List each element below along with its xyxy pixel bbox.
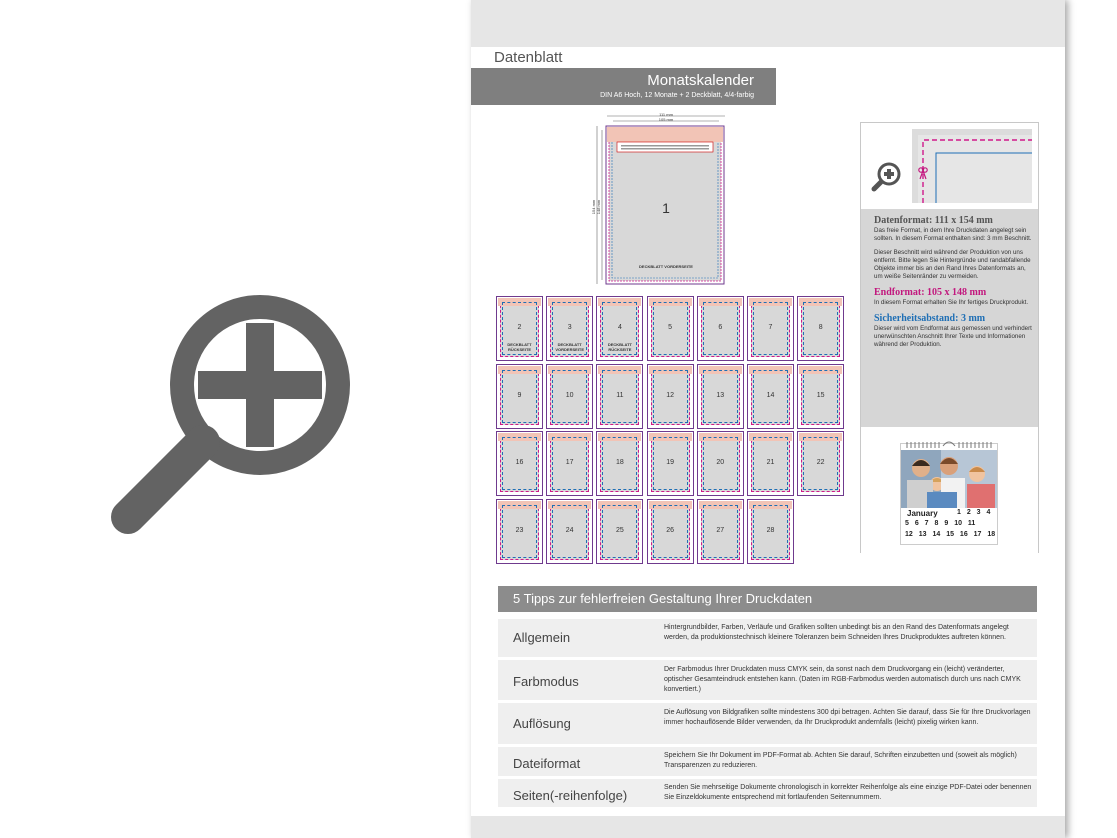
zoom-in-icon[interactable]: [100, 285, 360, 545]
calendar-row-3: 12 13 14 15 16 17 18: [905, 531, 996, 538]
tip-label: Allgemein: [513, 630, 571, 645]
page-thumbnail: [797, 431, 844, 496]
page-sublabel: DECKBLATT VORDERSEITE: [555, 342, 585, 352]
sicherheitsabstand-title: Sicherheitsabstand: 3 mm: [874, 313, 986, 324]
cover-height-inner: 148 mm: [596, 199, 601, 215]
tip-text: Die Auflösung von Bildgrafiken sollte mindestens 300 dpi betragen. Achten Sie darauf, dass Sie für Ihre Druckvorlagen immer hochauflösende Bilder verwenden, da Ihr Druckprodukt andernfalls (leicht) pixelig wirken kann.: [664, 709, 1031, 726]
page-sublabel: DECKBLATT RÜCKSEITE: [607, 342, 632, 352]
tip-row: [498, 660, 1037, 702]
page-thumbnail: [596, 296, 643, 361]
page-thumbnail: [546, 431, 593, 496]
magnifier-icon: [874, 164, 899, 189]
page-number: 15: [816, 391, 825, 399]
title-bar: [471, 68, 776, 105]
page-number: 26: [666, 526, 674, 534]
page-number: 28: [766, 526, 775, 534]
page-thumbnail: [496, 296, 543, 361]
tip-text: Speichern Sie Ihr Dokument im PDF-Format ab. Achten Sie darauf, Schriften einzubetten und (soweit als möglich) Transparenzen zu reduzieren.: [664, 752, 1017, 769]
page-number: 4: [617, 324, 622, 331]
page-thumbnail: [546, 364, 593, 429]
page-number: 16: [515, 459, 524, 466]
corner-zoom-panel: [861, 123, 1038, 209]
cover-width-outer: 111 mm: [659, 112, 673, 117]
page-number: 3: [567, 324, 572, 331]
tip-row: [498, 703, 1037, 746]
format-info-box: [860, 122, 1039, 553]
family-photo: [901, 450, 997, 508]
tip-text: Senden Sie mehrseitige Dokumente chronologisch in korrekter Reihenfolge als eine einzige PDF-Datei oder benennen Sie Einzeldokumente entsprechend mit fortlaufenden Seitennummern.: [664, 784, 1032, 801]
bottom-strip: [471, 816, 1065, 838]
page-number: 6: [718, 324, 723, 331]
cover-page-diagram: [591, 112, 741, 292]
tip-row: [498, 747, 1037, 778]
page-thumbnail: [596, 431, 643, 496]
page-thumbnail: [797, 364, 844, 429]
product-subtitle: DIN A6 Hoch, 12 Monate + 2 Deckblatt, 4/4-farbig: [600, 92, 754, 99]
page-sublabel: DECKBLATT RÜCKSEITE: [507, 342, 532, 352]
page-number: 23: [515, 526, 524, 534]
page-number: 2: [517, 324, 522, 331]
page-number: 20: [716, 459, 725, 466]
page-thumbnail: [596, 364, 643, 429]
page-number: 7: [768, 324, 773, 331]
page-number: 25: [615, 526, 624, 534]
endformat-text: In diesem Format erhalten Sie Ihr fertiges Druckprodukt.: [874, 299, 1029, 306]
calendar-month: January: [907, 509, 938, 518]
page-number: 21: [766, 459, 775, 466]
endformat-title: Endformat: 105 x 148 mm: [874, 287, 987, 298]
page-thumbnail: [546, 296, 593, 361]
page-number: 24: [565, 526, 574, 534]
doc-type-label: Datenblatt: [471, 47, 591, 68]
tip-text: Der Farbmodus Ihrer Druckdaten muss CMYK sein, da sonst nach dem Druckvorgang ein (leicht) veränderter, optischer Gesamteindruck entstehen kann. (Daten im RGB-Farbmodus werden automatisch durch uns nach CMYK konvertiert.): [664, 666, 1021, 693]
cover-page-label: DECKBLATT VORDERSEITE: [639, 264, 693, 269]
page-number: 12: [666, 391, 674, 399]
page-thumbnail: [697, 296, 744, 361]
page-number: 8: [818, 324, 823, 331]
page-number: 17: [565, 459, 574, 466]
page-thumbnail: [596, 499, 643, 564]
format-description: [861, 209, 1038, 427]
tip-label: Seiten(-reihenfolge): [513, 788, 628, 803]
wire-binding-icon: [901, 440, 997, 448]
datenformat-title: Datenformat: 111 x 154 mm: [874, 215, 993, 226]
datenformat-text: Das freie Format, in dem Ihre Druckdaten angelegt sein sollten. In diesem Format enthalten sind: 3 mm Beschnitt.: [874, 227, 1032, 242]
calendar-row-2: 5 6 7 8 9 10 11: [905, 520, 976, 527]
calendar-row-1: 1 2 3 4: [957, 509, 991, 516]
page-thumbnail: [697, 499, 744, 564]
page-thumbnail: [647, 431, 694, 496]
tip-label: Auflösung: [513, 716, 571, 731]
datasheet-page: [471, 0, 1065, 838]
page-number: 11: [616, 391, 624, 399]
page-thumbnail: [747, 431, 794, 496]
tip-row: [498, 619, 1037, 659]
page-number: 13: [716, 391, 725, 399]
top-strip: [471, 0, 1065, 47]
page-thumbnail: [747, 296, 794, 361]
page-thumbnail: [647, 499, 694, 564]
page-thumbnail: [647, 364, 694, 429]
beschnitt-text: Dieser Beschnitt wird während der Produktion von uns entfernt. Bitte legen Sie Hintergründe und randabfallende Objekte immer bis an den Rand Ihres Datenformats an, um weiße Seitenränder zu vermeiden.: [874, 249, 1031, 280]
tip-text: Hintergrundbilder, Farben, Verläufe und Grafiken sollten unbedingt bis an den Rand des Datenformats angelegt werden, da produktionstechnisch kleinere Toleranzen beim Schneiden Ihres Druckproduktes auftreten können.: [664, 624, 1009, 641]
page-thumbnail: [797, 296, 844, 361]
cover-width-inner: 105 mm: [658, 117, 674, 122]
page-thumbnail: [496, 499, 543, 564]
calendar-preview: [861, 427, 1038, 553]
tip-label: Farbmodus: [513, 674, 579, 689]
page-thumbnail: [496, 364, 543, 429]
page-number: 9: [517, 391, 522, 399]
page-number: 5: [668, 324, 673, 331]
calendar-mockup: [900, 443, 998, 545]
page-thumbnail: [697, 431, 744, 496]
page-thumbnail: [747, 364, 794, 429]
page-number: 18: [615, 459, 624, 466]
page-thumbnail: [647, 296, 694, 361]
page-thumbnail: [747, 499, 794, 564]
page-thumbnail: [496, 431, 543, 496]
tips-heading: 5 Tipps zur fehlerfreien Gestaltung Ihrer Druckdaten: [498, 586, 1037, 612]
cover-height-outer: 154 mm: [591, 199, 596, 215]
page-number: 22: [816, 459, 825, 466]
product-title: Monatskalender: [647, 72, 754, 89]
page-number: 14: [766, 391, 775, 399]
tip-row: [498, 779, 1037, 809]
page-thumbnail: [546, 499, 593, 564]
page-number: 19: [666, 459, 674, 466]
page-number: 27: [716, 526, 725, 534]
page-number: 10: [565, 391, 574, 399]
page-thumbnail: [697, 364, 744, 429]
tip-label: Dateiformat: [513, 756, 581, 771]
sicherheitsabstand-text: Dieser wird vom Endformat aus gemessen und verhindert unerwünschten Anschnitt Ihrer Texte und Informationen während der Produktion.: [874, 325, 1032, 348]
cover-page-number: 1: [662, 200, 670, 216]
